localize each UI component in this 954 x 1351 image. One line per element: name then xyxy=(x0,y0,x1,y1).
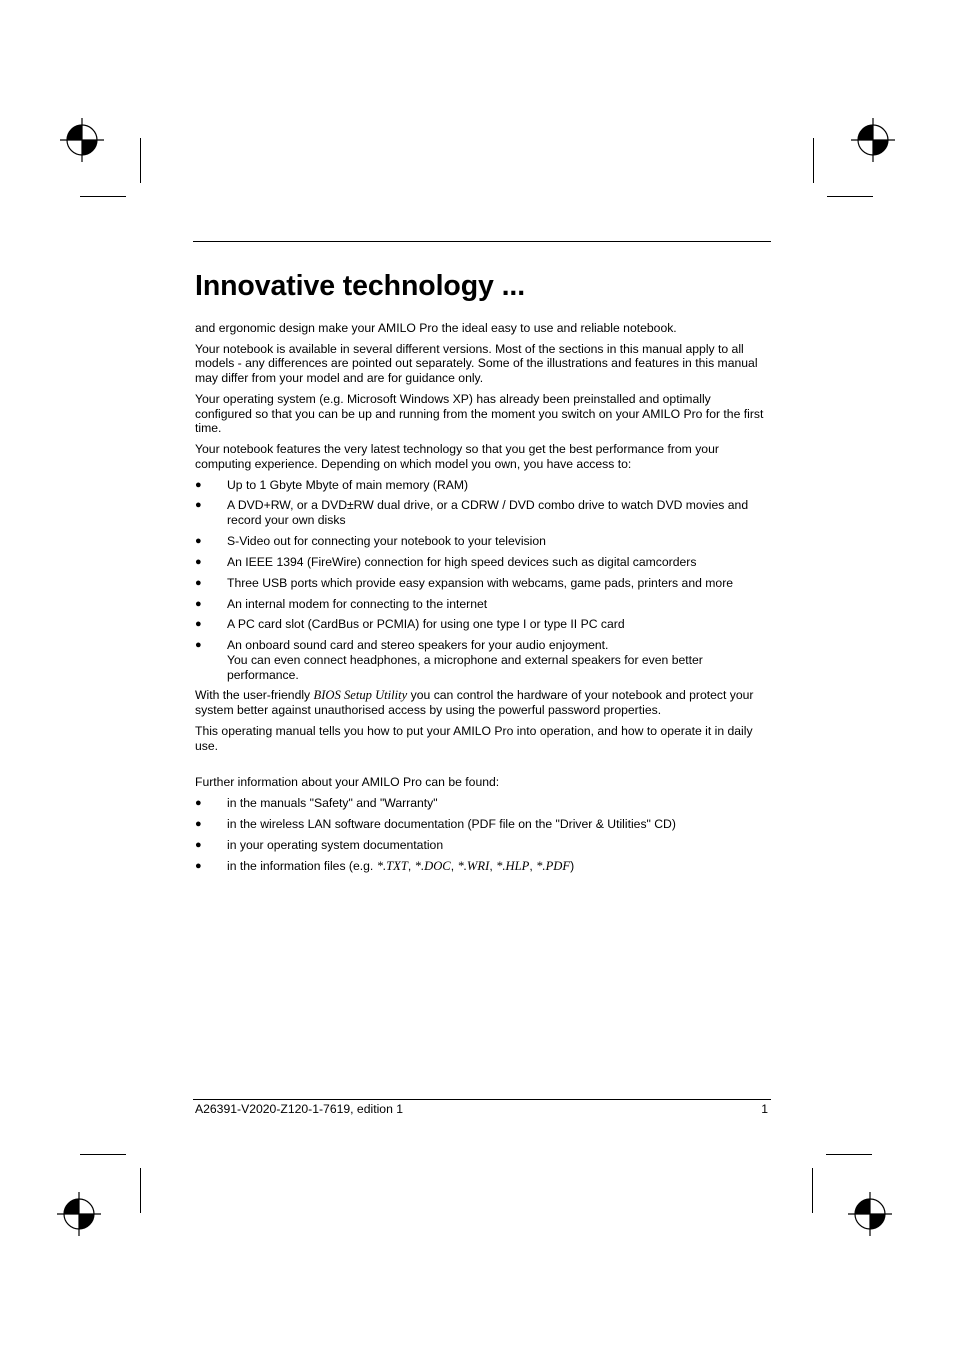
bullet-icon: ● xyxy=(195,797,202,810)
bullet-icon: ● xyxy=(195,618,202,631)
list-item-text: in the manuals "Safety" and "Warranty" xyxy=(227,796,438,811)
body-text xyxy=(195,321,767,880)
list-item xyxy=(195,638,767,682)
list-item xyxy=(195,817,767,832)
intro-paragraph: Your operating system (e.g. Microsoft Windows XP) has already been preinstalled and optimally configured so that you can be up and running from the moment you switch on your AMILO Pro for the first time. xyxy=(195,391,764,436)
crop-mark xyxy=(80,196,126,197)
further-list xyxy=(195,796,767,873)
list-item xyxy=(195,576,767,591)
crop-mark xyxy=(80,1154,126,1155)
list-item xyxy=(195,859,767,874)
bullet-icon: ● xyxy=(195,597,202,610)
registration-mark-icon xyxy=(851,118,895,162)
crop-mark xyxy=(140,138,141,183)
list-item-text: in the information files (e.g. xyxy=(227,858,377,873)
further-heading: Further information about your AMILO Pro can be found: xyxy=(195,775,500,790)
bios-text: you can control the hardware of your notebook and protect your system better against unauthorised access by using the powerful password properties. xyxy=(195,688,754,718)
crop-mark xyxy=(140,1168,141,1213)
registration-mark-icon xyxy=(60,118,104,162)
crop-mark xyxy=(827,196,873,197)
crop-mark xyxy=(826,1154,872,1155)
list-item-text: in the wireless LAN software documentation (PDF file on the "Driver & Utilities" CD) xyxy=(227,817,676,832)
bullet-icon: ● xyxy=(195,555,202,568)
list-item-text: S-Video out for connecting your notebook to your television xyxy=(227,533,546,548)
intro-paragraph: Your notebook features the very latest technology so that you get the best performance from your computing experience. Depending on which model you own, you have access to: xyxy=(195,442,719,471)
list-item-text: A DVD+RW, or a DVD±RW dual drive, or a CDRW / DVD combo drive to watch DVD movies and record your own disks xyxy=(227,498,749,528)
crop-mark xyxy=(812,1168,813,1213)
separator: , xyxy=(489,858,497,873)
closing-paren: ) xyxy=(570,858,575,873)
footer-doc-id: A26391-V2020-Z120-1-7619, edition 1 xyxy=(195,1102,404,1116)
bullet-icon: ● xyxy=(195,818,202,831)
features-list xyxy=(195,478,767,683)
list-item-text: in your operating system documentation xyxy=(227,838,444,853)
bios-term: BIOS Setup Utility xyxy=(313,688,408,703)
intro-paragraph: and ergonomic design make your AMILO Pro the ideal easy to use and reliable notebook. xyxy=(195,321,677,335)
bullet-icon: ● xyxy=(195,576,202,589)
bullet-icon: ● xyxy=(195,839,202,852)
intro-paragraph: Your notebook is available in several different versions. Most of the sections in this manual apply to all models - any differences are pointed out separately. Some of the illustrations and features in this manual may differ from your model and are for guidance only. xyxy=(195,341,758,386)
file-extension: *.PDF xyxy=(536,858,571,873)
list-item xyxy=(195,534,767,549)
bios-paragraph xyxy=(195,688,767,717)
bullet-icon: ● xyxy=(195,639,202,652)
list-item-text: You can even connect headphones, a microphone and external speakers for even better performance. xyxy=(227,652,703,682)
bios-text: With the user-friendly xyxy=(195,688,314,703)
separator: , xyxy=(407,858,415,873)
manual-paragraph: This operating manual tells you how to put your AMILO Pro into operation, and how to operate it in daily use. xyxy=(195,723,753,753)
file-extension: *.WRI xyxy=(457,858,490,873)
list-item xyxy=(195,617,767,632)
separator: , xyxy=(529,858,537,873)
bullet-icon: ● xyxy=(195,859,202,872)
page-number: 1 xyxy=(761,1102,768,1116)
file-extension: *.HLP xyxy=(496,858,530,873)
list-item-text: Up to 1 Gbyte Mbyte of main memory (RAM) xyxy=(227,477,469,492)
list-item xyxy=(195,597,767,612)
file-extension: *.DOC xyxy=(414,858,451,873)
list-item xyxy=(195,478,767,493)
header-rule xyxy=(193,241,771,242)
bullet-icon: ● xyxy=(195,499,202,512)
registration-mark-icon xyxy=(57,1192,101,1236)
list-item xyxy=(195,555,767,570)
list-item xyxy=(195,838,767,853)
list-item xyxy=(195,498,767,527)
bullet-icon: ● xyxy=(195,478,202,491)
list-item-text: Three USB ports which provide easy expansion with webcams, game pads, printers and more xyxy=(227,575,734,590)
list-item-text: An onboard sound card and stereo speakers for your audio enjoyment. xyxy=(227,638,609,653)
list-item xyxy=(195,796,767,811)
crop-mark xyxy=(813,138,814,183)
list-item-text: An IEEE 1394 (FireWire) connection for high speed devices such as digital camcorders xyxy=(227,554,697,569)
registration-mark-icon xyxy=(848,1192,892,1236)
list-item-text: An internal modem for connecting to the internet xyxy=(227,596,488,611)
page-title: Innovative technology ... xyxy=(195,270,526,302)
file-extension: *.TXT xyxy=(376,858,408,873)
separator: , xyxy=(450,858,458,873)
footer-rule xyxy=(193,1099,771,1100)
bullet-icon: ● xyxy=(195,534,202,547)
list-item-text: A PC card slot (CardBus or PCMIA) for using one type I or type II PC card xyxy=(227,617,625,632)
